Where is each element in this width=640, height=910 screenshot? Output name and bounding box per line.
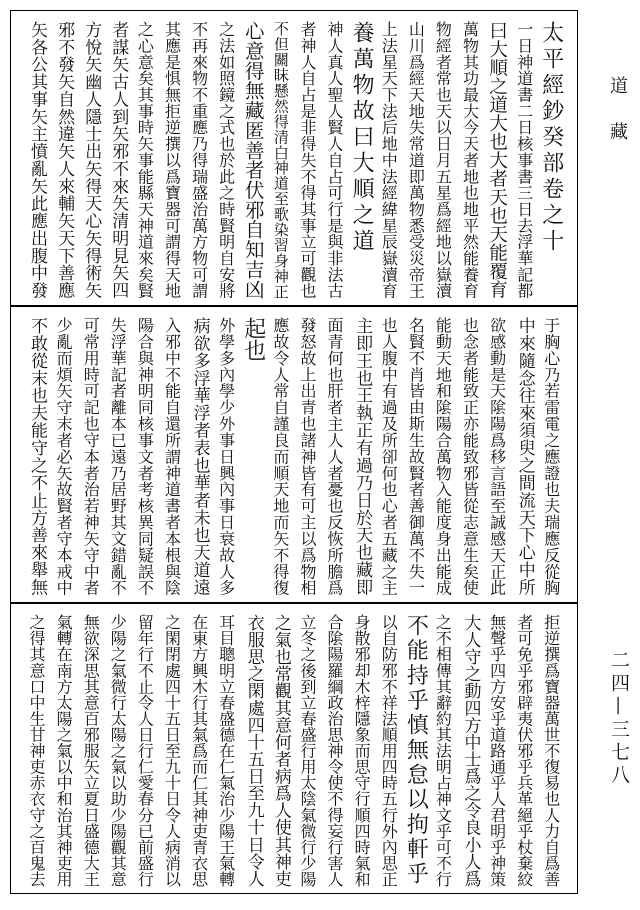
text-column xyxy=(213,614,240,887)
text-column xyxy=(77,317,104,596)
column-text: 欲感動是天隂陽爲移言語至誠感天正此 xyxy=(487,317,507,596)
text-column xyxy=(484,317,511,596)
text-column xyxy=(267,21,294,299)
text-column xyxy=(321,317,348,596)
text-column xyxy=(538,317,565,596)
column-text: 之閑閉處四十五日至九十日令人病消以 xyxy=(162,614,182,887)
text-column xyxy=(158,21,185,299)
text-column xyxy=(158,614,185,887)
text-column xyxy=(294,21,321,299)
column-text: 之得其意口中生甘神吏赤衣守之百鬼去 xyxy=(27,614,46,887)
register-bottom xyxy=(11,602,577,893)
text-column xyxy=(429,21,456,299)
page-margin xyxy=(584,0,640,910)
column-text: 也人腹中有過及所卻何也心者五藏之主 xyxy=(379,317,399,596)
text-column xyxy=(294,317,321,596)
text-column xyxy=(484,21,511,299)
column-text: 大人守之動四方中士爲之令良小人爲 xyxy=(460,614,481,887)
column-text: 者可免乎邪辟夷伏邪乎兵革絕乎杖棄絞 xyxy=(514,614,534,887)
column-text: 不但關眜懸然得清白神道至歌染習身神正 xyxy=(271,21,290,299)
column-text: 一日神道書二日核事書三日去浮華記都 xyxy=(514,21,534,299)
column-text: 邪不發矢自然違矢人來輔矢天下善應 xyxy=(54,21,75,299)
text-column xyxy=(348,317,375,596)
text-column xyxy=(50,21,77,299)
text-column xyxy=(186,21,213,299)
column-text: 無欲深思其意百邪服矢立夏日盛德大王 xyxy=(81,614,101,887)
text-columns-middle xyxy=(23,317,565,596)
text-column xyxy=(77,21,104,299)
text-column xyxy=(457,614,484,887)
column-text: 不敢從末也夫能守之不止方善來舉無 xyxy=(27,317,47,596)
column-text: 以自防邪不祥法順用四時五行外內思正 xyxy=(379,614,399,887)
column-text: 可常用時可記也守本者治若神矢守中者 xyxy=(81,317,101,596)
text-column xyxy=(50,317,77,596)
text-column xyxy=(213,317,240,596)
column-text: 留年行不止令人日行仁愛春分已前盛行 xyxy=(135,614,155,887)
column-text: 矢各公其事矢主憤亂矢此應出腹中發 xyxy=(27,21,47,299)
column-text: 之法如照鏡之式也於此之時賢明自安將 xyxy=(216,21,236,299)
text-column xyxy=(186,317,213,596)
column-text: 之不相傳其辭約其法明占神文乎可不行 xyxy=(433,614,453,887)
column-text: 之氣也常觀其意何者病爲人使其神吏 xyxy=(270,614,291,887)
register-top xyxy=(11,11,577,305)
column-text: 不能持乎慎無怠以拘軒乎 xyxy=(403,614,429,887)
column-text: 也念者能致正亦能致邪皆從志意生矣使 xyxy=(460,317,480,596)
text-column xyxy=(131,317,158,596)
text-column xyxy=(50,614,77,887)
column-text: 于胸心乃若雷電之應證也夫瑞應反從胸 xyxy=(541,317,561,596)
text-column xyxy=(104,317,131,596)
text-column xyxy=(402,21,429,299)
column-text: 無聲乎四方安乎道路通乎人君明乎神策 xyxy=(487,614,507,887)
text-column xyxy=(375,614,402,887)
text-column xyxy=(267,614,294,887)
column-text: 山川爲經天地失常道即萬物悉受災帝王 xyxy=(406,21,426,299)
text-column xyxy=(240,317,267,596)
text-column xyxy=(77,614,104,887)
column-text: 中來隨念往來須臾之間流天下心中所 xyxy=(514,317,535,596)
column-text: 主即王也王執正有過乃日於天也藏即 xyxy=(352,317,373,596)
column-text: 少陽之氣微行太陽之氣以助少陽觀其意 xyxy=(108,614,128,887)
column-text: 神人真人聖人賢人自占可行是與非法古 xyxy=(325,21,345,299)
text-column xyxy=(511,21,538,299)
text-column xyxy=(538,21,565,299)
column-text: 面青何也肝者主人人者憂也反恢所膽爲 xyxy=(325,317,345,596)
column-text: 病欲多浮華浮者表也華者未也天道遠 xyxy=(189,317,210,596)
text-column xyxy=(457,317,484,596)
text-columns-top xyxy=(23,21,565,299)
column-text: 氣轉在南方太陽之氣以中和治其神吏用 xyxy=(54,614,74,887)
column-text: 者神人自占是非得失不得其事立可觀也 xyxy=(297,21,317,299)
column-text: 衣服思之閑處四十五日至九十日令人 xyxy=(243,614,264,887)
column-text: 合隂陽羅綱政治思神令使不得妄行害人 xyxy=(325,614,345,887)
text-column xyxy=(240,21,267,299)
text-column xyxy=(402,317,429,596)
text-column xyxy=(375,317,402,596)
text-column xyxy=(511,614,538,887)
text-column xyxy=(321,21,348,299)
text-column xyxy=(484,614,511,887)
text-column xyxy=(104,614,131,887)
column-text: 上法星天下法后地中法經緯星辰嶽瀆育 xyxy=(379,21,399,299)
collection-title: 道藏 xyxy=(607,76,628,168)
text-columns-bottom xyxy=(23,614,565,887)
text-column xyxy=(158,317,185,596)
column-text: 能動天地和隂陽合萬物入能度身出能成 xyxy=(433,317,453,596)
column-text: 曰大順之道大也大者天也天能覆育 xyxy=(486,21,508,299)
column-text: 應故令人常自謹良而順天地而矢不得復 xyxy=(270,317,290,596)
column-text: 心意得無藏匿善者伏邪自知吉凶 xyxy=(241,21,265,299)
column-text: 拒逆撰爲寶器萬世不復易也人力自爲善 xyxy=(541,614,561,887)
register-middle xyxy=(11,305,577,602)
column-text: 萬物其功最大今天者地也地平然能養育 xyxy=(460,21,480,299)
text-column xyxy=(511,317,538,596)
page-frame xyxy=(10,10,578,894)
text-column xyxy=(375,21,402,299)
column-text: 者謀矢古人到矢邪不來矢清明見矢四 xyxy=(108,21,129,299)
column-text: 立冬之後到立春盛行用太陰氣微行少陽 xyxy=(297,614,317,887)
text-column xyxy=(23,317,50,596)
column-text: 方悅矢幽人隱士出矢得天心矢得術矢 xyxy=(81,21,102,299)
column-text: 物經者常也天以日月五星爲經地以嶽瀆 xyxy=(433,21,453,299)
column-text: 太平經鈔癸部卷之十 xyxy=(538,21,564,255)
text-column xyxy=(348,614,375,887)
column-text: 在東方興木行其氣爲而仁其神吏青衣思 xyxy=(189,614,209,887)
text-column xyxy=(131,21,158,299)
page-number: 二四—三七八 xyxy=(608,650,630,788)
text-column xyxy=(348,21,375,299)
text-column xyxy=(429,317,456,596)
column-text: 耳目聰明立春盛德在仁氣治少陽王氣轉 xyxy=(216,614,236,887)
column-text: 身散邪却木梓隱象而思守行順四時氣和 xyxy=(352,614,372,887)
text-column xyxy=(321,614,348,887)
column-text: 少亂而煩矢守末者必矢故賢者守本戒中 xyxy=(54,317,74,596)
column-text: 養萬物故曰大順之道 xyxy=(349,21,375,255)
text-column xyxy=(23,614,50,887)
column-text: 發怒故上出青也諸神皆有可主以爲物相 xyxy=(297,317,317,596)
column-text: 失浮華記者離本已遠乃居野其文錯亂不 xyxy=(108,317,128,596)
text-column xyxy=(104,21,131,299)
text-column xyxy=(186,614,213,887)
text-column xyxy=(538,614,565,887)
column-text: 名賢不肖皆由斯生故賢者善御萬不失一 xyxy=(406,317,426,596)
text-column xyxy=(240,614,267,887)
text-column xyxy=(213,21,240,299)
column-text: 起也 xyxy=(240,317,266,361)
column-text: 陽合與神明同核事文者考核異同疑誤不 xyxy=(135,317,155,596)
column-text: 其應是惧無拒逆撰以爲寶器可謂得天地 xyxy=(162,21,182,299)
column-text: 外學多內學少外事日興內事日衰故人多 xyxy=(216,317,236,596)
text-column xyxy=(267,317,294,596)
column-text: 不再來物不重應乃得瑞盛治萬方物可謂 xyxy=(189,21,209,299)
column-text: 入邪中不能自還所謂神道書者本根與陰 xyxy=(162,317,182,596)
column-text: 之心意矣其事時矢事能縣天神道來矣賢 xyxy=(135,21,155,299)
text-column xyxy=(402,614,429,887)
text-column xyxy=(131,614,158,887)
text-column xyxy=(457,21,484,299)
text-column xyxy=(294,614,321,887)
text-column xyxy=(429,614,456,887)
text-column xyxy=(23,21,50,299)
